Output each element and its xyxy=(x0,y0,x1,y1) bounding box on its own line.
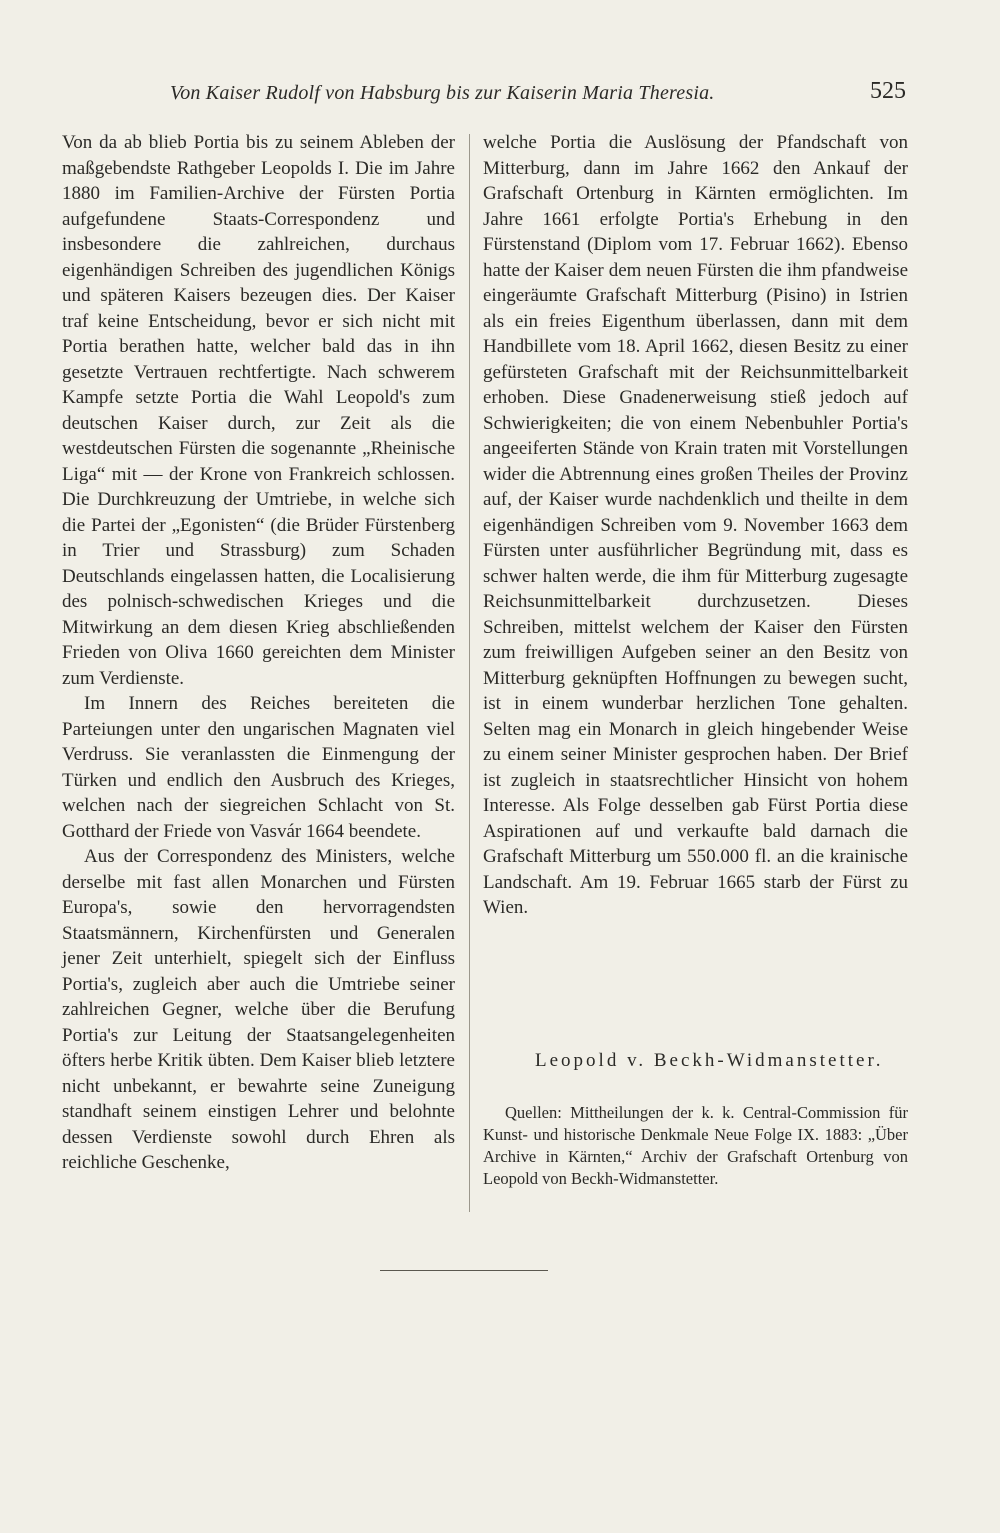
sources-text: Quellen: Mittheilungen der k. k. Central-Commission für Kunst- und historische Denkmale Neue Folge IX. 1883: „Über Archive in Kärnten,“ Archiv der Grafschaft Ortenburg von Leopold von Beckh-Widmanstetter. xyxy=(483,1103,908,1188)
running-title: Von Kaiser Rudolf von Habsburg bis zur Kaiserin Maria Theresia. xyxy=(170,82,715,104)
paragraph: Im Innern des Reiches bereiteten die Parteiungen unter den ungarischen Magnaten viel Verdruss. Sie veranlassten die Einmengung der Türken und endlich den Ausbruch des Krieges, welchen nach der siegreichen Schlacht von St. Gotthard der Friede von Vasvár 1664 beendete. xyxy=(62,693,455,842)
page-number: 525 xyxy=(870,78,906,104)
author-signature: Leopold v. Beckh-Widmanstetter. xyxy=(535,1050,884,1071)
bottom-divider xyxy=(380,1270,548,1271)
sources-note xyxy=(483,1102,908,1190)
paragraph: Aus der Correspondenz des Ministers, welche derselbe mit fast allen Monarchen und Fürsten Europa's, sowie den hervorragendsten Staatsmännern, Kirchenfürsten und Generalen jener Zeit unterhielt, spiegelt sich der Einfluss Portia's, zugleich aber auch die Umtriebe seiner zahlreichen Gegner, welche über die Berufung Portia's zur Leitung der Staatsangelegenheiten öfters herbe Kritik übten. Dem Kaiser blieb letztere nicht unbekannt, er bewahrte seine Zuneigung standhaft seinem einstigen Lehrer und belohnte dessen Verdienste sowohl durch Ehren als reichliche Geschenke, xyxy=(62,846,455,1173)
column-divider xyxy=(469,134,470,1212)
paragraph: welche Portia die Auslösung der Pfandschaft von Mitterburg, dann im Jahre 1662 den Ankauf der Grafschaft Ortenburg in Kärnten ermöglichten. Im Jahre 1661 erfolgte Portia's Erhebung in den Fürstenstand (Diplom vom 17. Februar 1662). Ebenso hatte der Kaiser dem neuen Fürsten die ihm pfandweise eingeräumte Grafschaft Mitterburg (Pisino) in Istrien als ein freies Eigenthum überlassen, dann mit dem Handbillete vom 18. April 1662, diesen Besitz zu einer gefürsteten Grafschaft mit der Reichsunmittelbarkeit erhoben. Diese Gnadenerweisung stieß jedoch auf Schwierigkeiten; die von einem Nebenbuhler Portia's angeeiferten Stände von Krain traten mit Vorstellungen wider die Abtrennung eines großen Theiles der Provinz auf, der Kaiser wurde nachdenklich und theilte in dem eigenhändigen Schreiben vom 9. November 1663 dem Fürsten unter ausführlicher Begründung mit, dass es schwer halten werde, die ihm für Mitterburg zugesagte Reichsunmittelbarkeit durchzusetzen. Dieses Schreiben, mittelst welchem der Kaiser den Fürsten zum freiwilligen Aufgeben seiner an den Besitz von Mitterburg geknüpften Hoffnungen zu bewegen sucht, ist in einem wunderbar herzlichen Tone gehalten. Selten mag ein Monarch in gleich hingebender Weise zu einem seiner Minister gesprochen haben. Der Brief ist zugleich in staatsrechtlicher Hinsicht von hohem Interesse. Als Folge desselben gab Fürst Portia diese Aspirationen auf und verkaufte bald darnach die Grafschaft Mitterburg um 550.000 fl. an die krainische Landschaft. Am 19. Februar 1665 starb der Fürst zu Wien. xyxy=(483,132,908,918)
left-column xyxy=(62,130,455,1230)
page-header xyxy=(0,78,1000,118)
paragraph: Von da ab blieb Portia bis zu seinem Ableben der maßgebendste Rathgeber Leopolds I. Die im Jahre 1880 im Familien-Archive der Fürsten Portia aufgefundene Staats-Correspondenz und insbesondere die zahlreichen, durchaus eigenhändigen Schreiben des jugendlichen Königs und späteren Kaisers bezeugen dies. Der Kaiser traf keine Entscheidung, bevor er sich nicht mit Portia berathen hatte, welcher bald das in ihn gesetzte Vertrauen rechtfertigte. Nach schwerem Kampfe setzte Portia die Wahl Leopold's zum deutschen Kaiser durch, zur Zeit als die westdeutschen Fürsten die sogenannte „Rheinische Liga“ mit — der Krone von Frankreich schlossen. Die Durchkreuzung der Umtriebe, in welche sich die Partei der „Egonisten“ (die Brüder Fürstenberg in Trier und Strassburg) zum Schaden Deutschlands eingelassen hatten, die Localisierung des polnisch-schwedischen Krieges und die Mitwirkung an dem diesen Krieg abschließenden Frieden von Oliva 1660 gereichten dem Minister zum Verdienste. xyxy=(62,132,455,689)
